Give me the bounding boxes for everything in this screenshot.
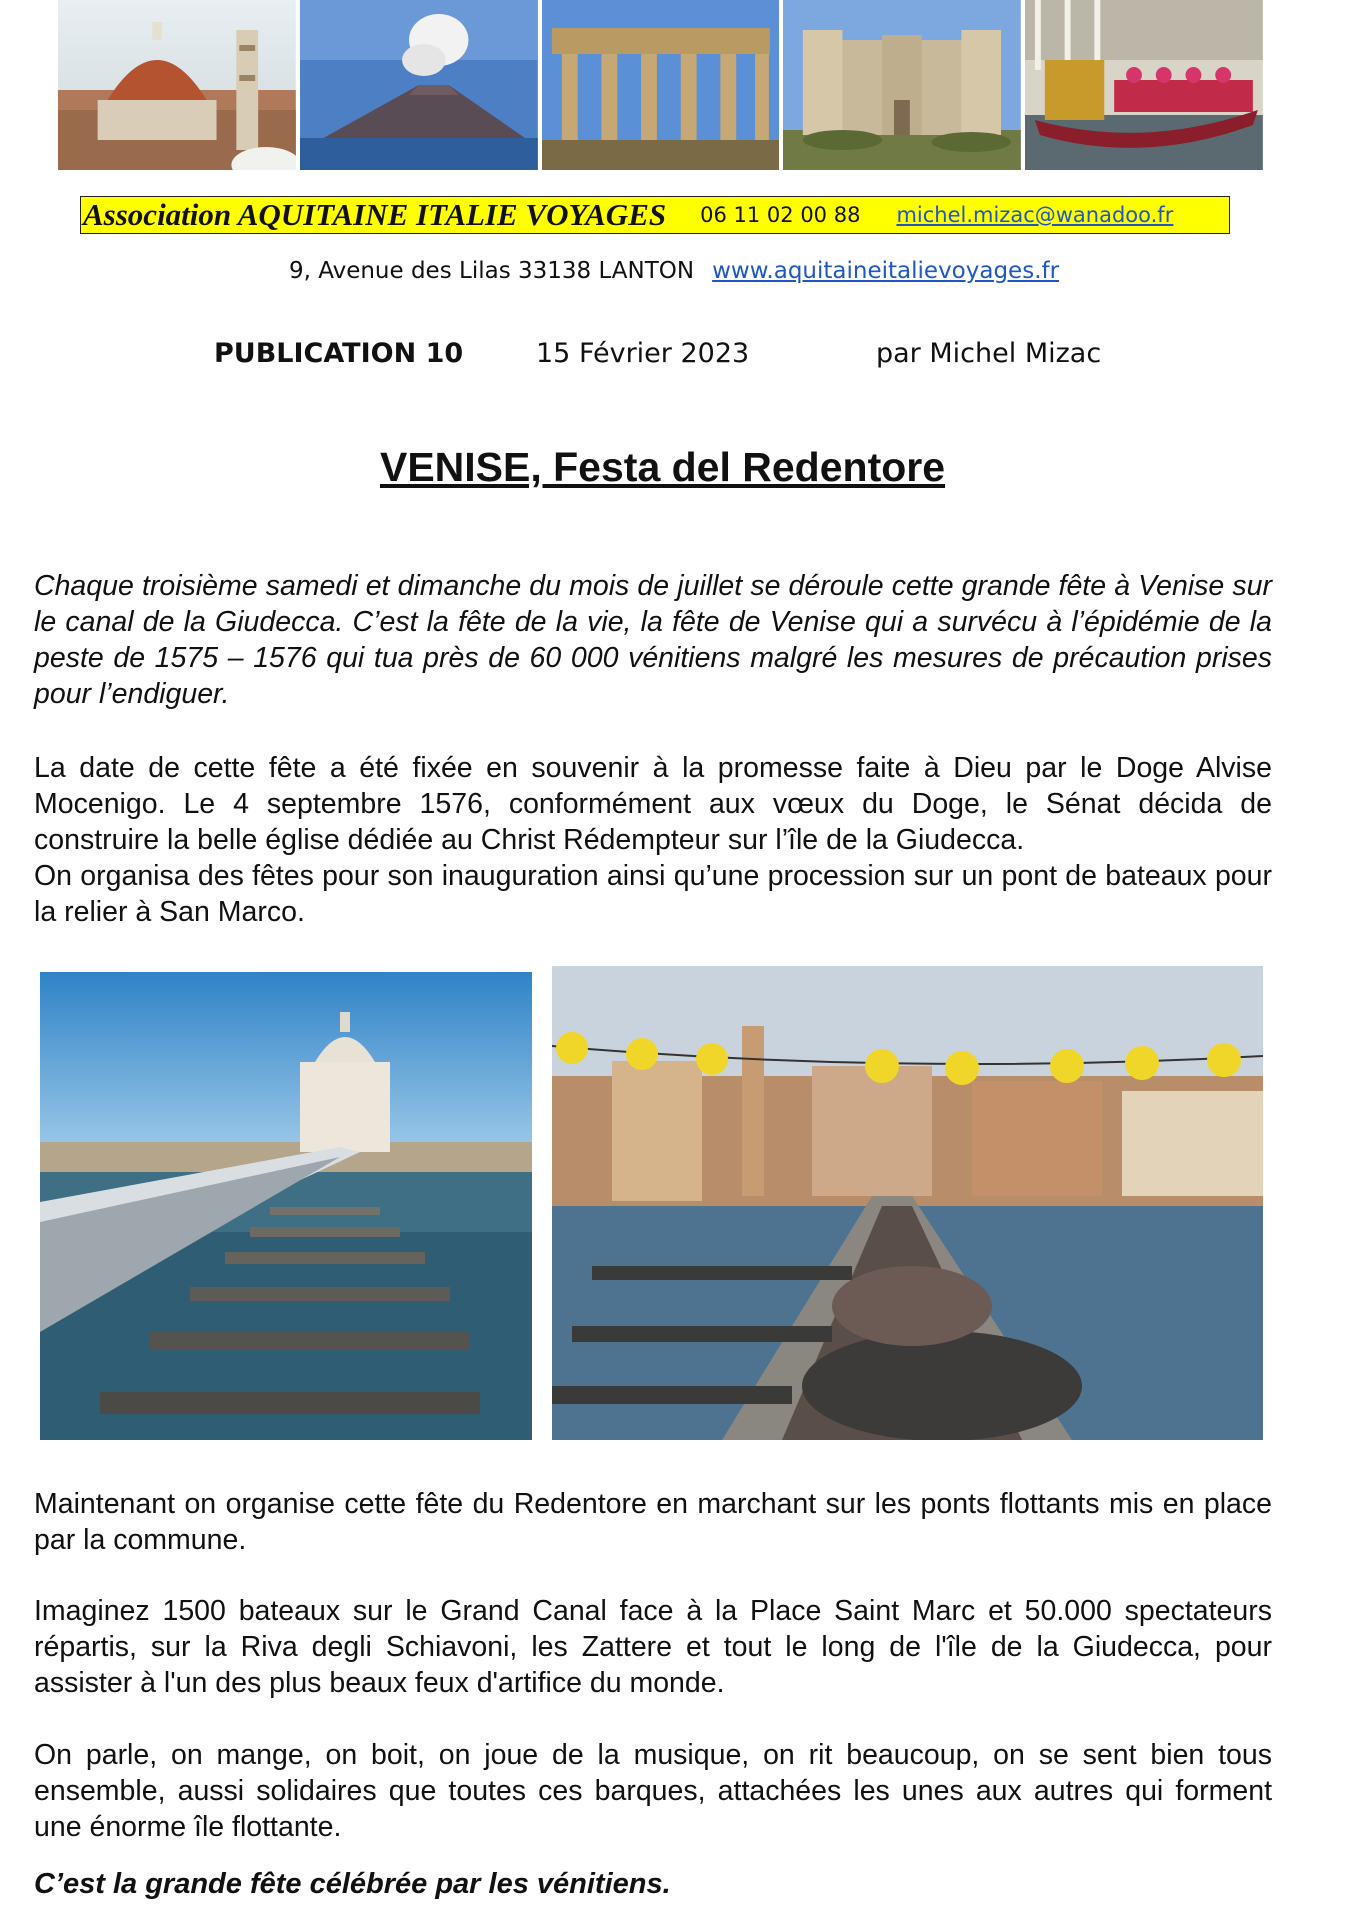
castel-del-monte-photo	[783, 0, 1021, 170]
website-link[interactable]: www.aquitaineitalievoyages.fr	[712, 258, 1060, 284]
greek-temple-photo	[542, 0, 780, 170]
association-name: Association AQUITAINE ITALIE VOYAGES	[83, 197, 667, 232]
association-banner	[80, 196, 1230, 234]
venice-regatta-boat-photo	[1025, 0, 1263, 170]
fireworks-paragraph: Imaginez 1500 bateaux sur le Grand Canal face à la Place Saint Marc et 50.000 spectateurs répartis, sur la Riva degli Schiavoni, les Zattere et tout le long de l'île de la Giudecca, pour assister à l'un des plus beaux feux d'artifice du monde.	[34, 1595, 1272, 1699]
florence-cathedral-photo	[58, 0, 296, 170]
association-email-link[interactable]: michel.mizac@wanadoo.fr	[896, 203, 1174, 227]
page-title: VENISE, Festa del Redentore	[379, 444, 946, 490]
association-phone: 06 11 02 00 88	[700, 203, 861, 227]
stromboli-volcano-photo	[300, 0, 538, 170]
address-line	[0, 258, 1348, 284]
publication-number: PUBLICATION 10	[214, 338, 464, 369]
publication-author: par Michel Mizac	[876, 338, 1102, 369]
history-paragraph: La date de cette fête a été fixée en souvenir à la promesse faite à Dieu par le Doge Alvise Mocenigo. Le 4 septembre 1576, conformément aux vœux du Doge, le Sénat décida de construire la belle église dédiée au Christ Rédempteur sur l’île de la Giudecca.	[34, 752, 1272, 856]
atmosphere-paragraph: On parle, on mange, on boit, on joue de la musique, on rit beaucoup, on se sent bien tous ensemble, aussi solidaires que toutes ces barques, attachées les unes aux autres qui forment une énorme île flottante.	[34, 1739, 1272, 1843]
redentore-crowd-photo	[552, 966, 1263, 1440]
today-paragraph: Maintenant on organise cette fête du Redentore en marchant sur les ponts flottants mis en place par la commune.	[34, 1488, 1272, 1556]
intro-paragraph: Chaque troisième samedi et dimanche du mois de juillet se déroule cette grande fête à Venise sur le canal de la Giudecca. C’est la fête de la vie, la fête de Venise qui a survécu à l’épidémie de la peste de 1575 – 1576 qui tua près de 60 000 vénitiens malgré les mesures de précaution prises pour l’endiguer.	[34, 570, 1272, 710]
header-banner	[58, 0, 1263, 170]
floating-bridge-photo	[40, 972, 532, 1440]
postal-address: 9, Avenue des Lilas 33138 LANTON	[288, 258, 695, 284]
closing-statement: C’est la grande fête célébrée par les vénitiens.	[34, 1868, 671, 1900]
publication-date: 15 Février 2023	[536, 338, 750, 369]
inauguration-paragraph: On organisa des fêtes pour son inauguration ainsi qu’une procession sur un pont de bateaux pour la relier à San Marco.	[34, 860, 1272, 928]
